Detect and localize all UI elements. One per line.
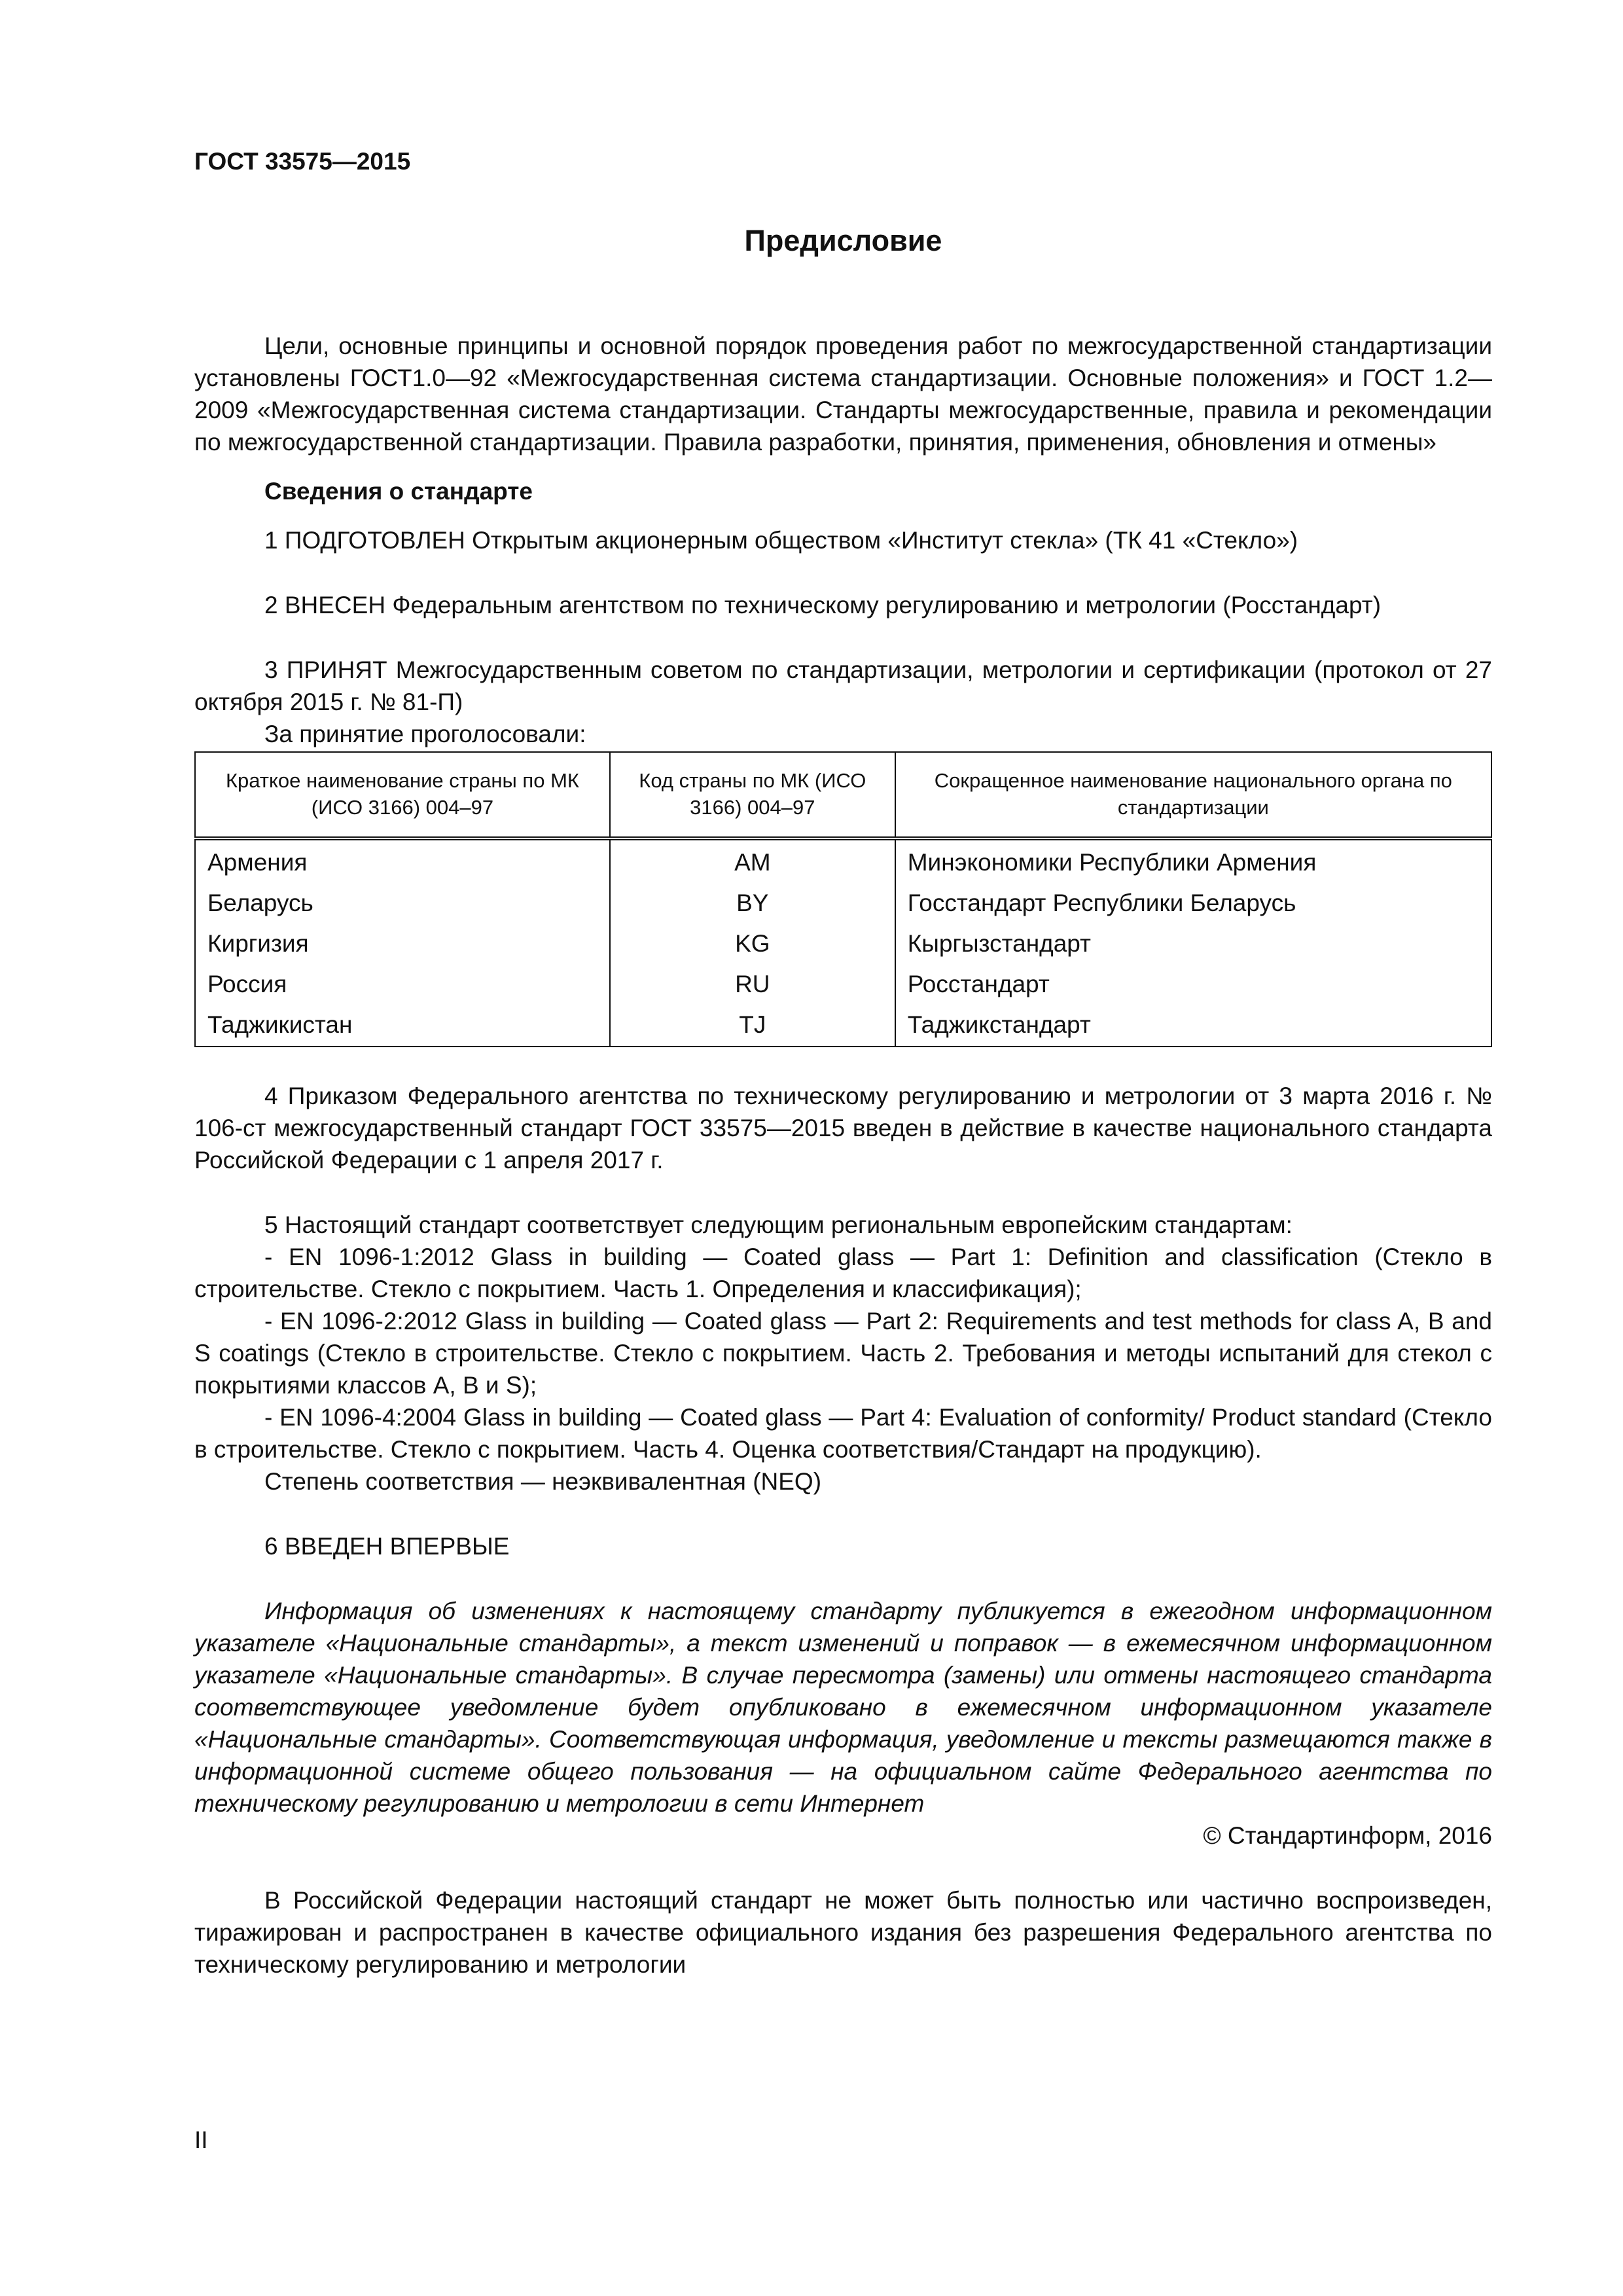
- degree-of-conformity: Степень соответствия — неэквивалентная (NEQ): [264, 1468, 822, 1495]
- table-cell-country: Киргизия: [195, 924, 610, 965]
- voting-table: [194, 751, 1492, 1047]
- copyright-line: © Стандартинформ, 2016: [1203, 1822, 1492, 1849]
- en-standard-2: - EN 1096-2:2012 Glass in building — Coated glass — Part 2: Requirements and test methods for class A, B and S coatings (Стекло в строительстве. Стекло с покрытием. Часть 2. Требования и методы испытаний для стекол с покрытиями классов А, В и S);: [194, 1308, 1492, 1399]
- item-5: 5 Настоящий стандарт соответствует следующим региональным европейским стандартам:: [264, 1211, 1293, 1238]
- table-cell-code: BY: [610, 884, 895, 924]
- page-title: Предисловие: [744, 224, 942, 257]
- table-cell-code: KG: [610, 924, 895, 965]
- table-cell-country: Беларусь: [195, 884, 610, 924]
- table-cell-code: RU: [610, 965, 895, 1005]
- document-page: [194, 0, 1492, 2296]
- legal-notice: В Российской Федерации настоящий стандарт не может быть полностью или частично воспроизведен, тиражирован и распространен в качестве официального издания без разрешения Федерального агентства по техническому регулированию и метрологии: [194, 1887, 1492, 1978]
- table-cell-body: Минэкономики Республики Армения: [895, 838, 1491, 884]
- item-2: 2 ВНЕСЕН Федеральным агентством по техническому регулированию и метрологии (Росстандарт): [264, 592, 1382, 619]
- table-cell-body: Таджикстандарт: [895, 1005, 1491, 1047]
- page-number: II: [194, 2126, 208, 2153]
- document-code-header: ГОСТ 33575—2015: [194, 148, 411, 175]
- table-cell-country: Армения: [195, 838, 610, 884]
- en-standard-1: - EN 1096-1:2012 Glass in building — Coated glass — Part 1: Definition and classification (Стекло в строительстве. Стекло с покрытием. Часть 1. Определения и классификация);: [194, 1244, 1492, 1302]
- table-cell-body: Госстандарт Республики Беларусь: [895, 884, 1491, 924]
- table-header-body: Сокращенное наименование национального органа по стандартизации: [895, 752, 1491, 838]
- foreword-body: [194, 330, 1492, 1981]
- table-header-country: Краткое наименование страны по МК (ИСО 3166) 004–97: [195, 752, 610, 838]
- table-row: [195, 884, 1491, 924]
- intro-paragraph: Цели, основные принципы и основной порядок проведения работ по межгосударственной стандартизации установлены ГОСТ1.0—92 «Межгосударственная система стандартизации. Основные положения» и ГОСТ 1.2—2009 «Межгосударственная система стандартизации. Стандарты межгосударственные, правила и рекомендации по межгосударственной стандартизации. Правила разработки, принятия, применения, обновления и отмены»: [194, 332, 1492, 456]
- table-cell-body: Росстандарт: [895, 965, 1491, 1005]
- table-header-code: Код страны по МК (ИСО 3166) 004–97: [610, 752, 895, 838]
- table-cell-code: AM: [610, 838, 895, 884]
- en-standard-4: - EN 1096-4:2004 Glass in building — Coated glass — Part 4: Evaluation of conformity/ Product standard (Стекло в строительстве. Стекло с покрытием. Часть 4. Оценка соответствия/Стандарт на продукцию).: [194, 1404, 1492, 1463]
- table-cell-body: Кыргызстандарт: [895, 924, 1491, 965]
- table-cell-country: Россия: [195, 965, 610, 1005]
- table-row: [195, 965, 1491, 1005]
- item-6: 6 ВВЕДЕН ВПЕРВЫЕ: [264, 1533, 510, 1560]
- table-cell-country: Таджикистан: [195, 1005, 610, 1047]
- info-heading: Сведения о стандарте: [264, 478, 533, 505]
- table-cell-code: TJ: [610, 1005, 895, 1047]
- item-4: 4 Приказом Федерального агентства по техническому регулированию и метрологии от 3 марта 2016 г. № 106-ст межгосударственный стандарт ГОСТ 33575—2015 введен в действие в качестве национального стандарта Российской Федерации с 1 апреля 2017 г.: [194, 1083, 1492, 1174]
- changes-notice: Информация об изменениях к настоящему стандарту публикуется в ежегодном информационном указателе «Национальные стандарты», а текст изменений и поправок — в ежемесячном информационном указателе «Национальные стандарты». В случае пересмотра (замены) или отмены настоящего стандарта соответствующее уведомление будет опубликовано в ежемесячном информационном указателе «Национальные стандарты». Соответствующая информация, уведомление и тексты размещаются также в информационной системе общего пользования — на официальном сайте Федерального агентства по техническому регулированию и метрологии в сети Интернет: [194, 1598, 1492, 1817]
- table-row: [195, 1005, 1491, 1047]
- table-header-row: [195, 752, 1491, 838]
- voted-label: За принятие проголосовали:: [264, 721, 586, 747]
- item-3: 3 ПРИНЯТ Межгосударственным советом по стандартизации, метрологии и сертификации (протокол от 27 октября 2015 г. № 81-П): [194, 656, 1492, 715]
- table-row: [195, 838, 1491, 884]
- table-row: [195, 924, 1491, 965]
- item-1: 1 ПОДГОТОВЛЕН Открытым акционерным обществом «Институт стекла» (ТК 41 «Стекло»): [264, 527, 1298, 554]
